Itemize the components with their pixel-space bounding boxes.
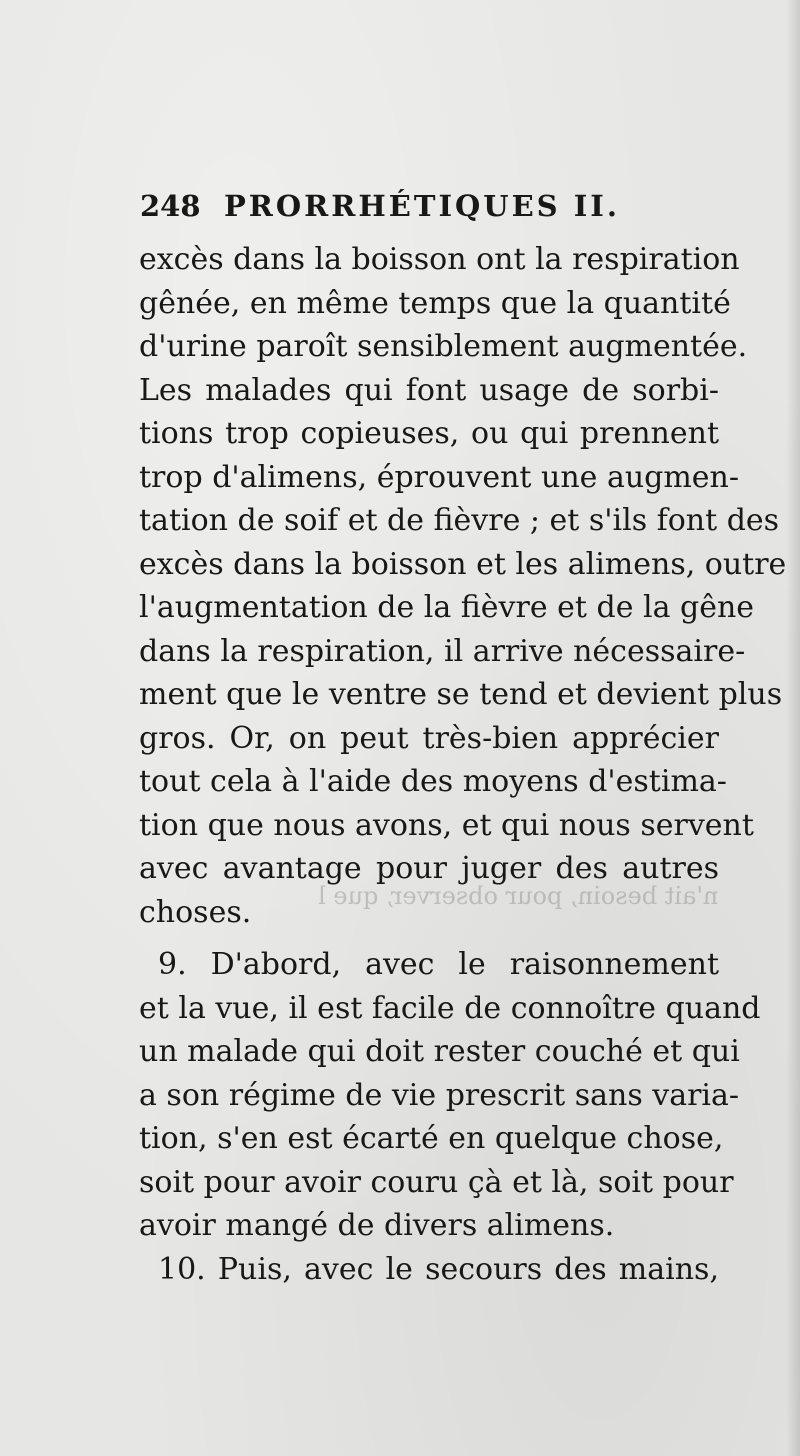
text-line: tions trop copieuses, ou qui prennent [139,416,719,451]
paragraph-10-line: 10. Puis, avec le secours des mains, [158,1251,719,1287]
text-line: d'urine paroît sensiblement augmentée. [139,329,748,364]
text-line: avec avantage pour juger des autres [139,851,719,886]
bleed-through-text: n'ait besoin, pour observer, que l [318,882,719,910]
paragraph-9-line: a son régime de vie prescrit sans varia- [139,1077,740,1113]
text-line: excès dans la boisson ont la respiration [139,242,740,277]
text-line: tout cela à l'aide des moyens d'estima- [139,764,727,799]
text-line: excès dans la boisson et les alimens, outre [139,546,787,582]
text-line: Les malades qui font usage de sorbi- [139,372,719,408]
text-line: gros. Or, on peut très-bien apprécier [139,720,719,756]
text-line: dans la respiration, il arrive nécessaire- [139,633,746,669]
body-text [139,238,787,1291]
page-number: 248 [140,189,201,223]
text-line: l'augmentation de la fièvre et de la gêne [139,590,755,625]
page-header [140,186,660,226]
running-title: PRORRHÉTIQUES II. [224,189,620,223]
paragraph-9-line: avoir mangé de divers alimens. [139,1208,615,1243]
paragraph-9-line: un malade qui doit rester couché et qui [139,1034,740,1069]
page-edge-shadow [786,0,800,1456]
text-line: trop d'alimens, éprouvent une augmen- [139,459,740,495]
text-line: tion que nous avons, et qui nous servent [139,807,754,843]
paragraph-gap [139,934,719,943]
paragraph-9-line: 9. D'abord, avec le raisonnement [158,947,719,982]
text-line: tation de soif et de fièvre ; et s'ils font des [139,503,780,538]
text-line: choses. [139,894,252,930]
paragraph-9-line: tion, s'en est écarté en quelque chose, [139,1121,724,1156]
paragraph-9-line: et la vue, il est facile de connoître quand [139,990,761,1026]
text-line: ment que le ventre se tend et devient plus [139,677,783,712]
text-line: gênée, en même temps que la quantité [139,285,731,321]
paragraph-9-line: soit pour avoir couru çà et là, soit pour [139,1164,734,1200]
